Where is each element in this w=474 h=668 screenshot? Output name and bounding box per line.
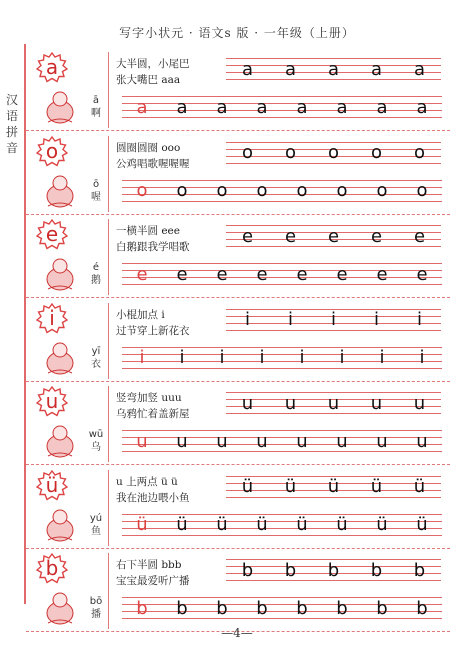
practice-letter: i	[287, 309, 293, 330]
pinyin-text: yī	[91, 345, 101, 357]
practice-letter: a	[136, 96, 148, 118]
badge-letter: i	[49, 305, 55, 330]
lower-writing-lines	[122, 96, 442, 118]
rhyme	[116, 307, 236, 339]
practice-letter: b	[284, 559, 297, 581]
practice-letter: ü	[216, 514, 228, 535]
practice-letter: ü	[376, 514, 388, 535]
practice-letter: o	[296, 180, 308, 201]
practice-letter: ü	[256, 514, 268, 535]
practice-letter: b	[413, 559, 426, 581]
rhyme	[116, 223, 236, 255]
practice-letter: o	[284, 142, 296, 163]
pinyin-label	[84, 261, 108, 287]
rhyme-line: 张大嘴巴 aaa	[116, 74, 181, 86]
letter-row	[26, 299, 450, 382]
hanzi-text: 鱼	[91, 525, 101, 537]
illustration	[40, 172, 80, 210]
row-divider	[108, 470, 109, 546]
side-tab-char: 语	[5, 109, 18, 123]
rhyme-line: 乌鸦忙着盖新屋	[116, 408, 190, 420]
pinyin-label	[84, 512, 108, 538]
practice-letter: i	[419, 347, 425, 368]
practice-letter: e	[416, 263, 428, 285]
pinyin-text: bō	[89, 596, 103, 607]
practice-letter: o	[370, 142, 382, 163]
practice-letter: b	[370, 559, 383, 581]
practice-letter: a	[176, 96, 188, 118]
lower-writing-lines	[122, 514, 442, 536]
hanzi-text: 衣	[91, 358, 101, 370]
upper-writing-lines	[226, 309, 441, 331]
practice-letter: o	[416, 180, 428, 201]
flower-badge-icon	[36, 470, 68, 502]
practice-letter: u	[241, 392, 254, 414]
practice-letter: i	[416, 309, 422, 330]
practice-letter: ü	[327, 476, 340, 497]
practice-letter: o	[376, 180, 388, 201]
rhyme-line: 过节穿上新花衣	[116, 324, 190, 337]
practice-letter: a	[327, 58, 340, 80]
hanzi-text: 乌	[91, 442, 101, 453]
rhyme-line: 一横半圆 eee	[116, 225, 180, 237]
row-divider	[108, 553, 109, 629]
pinyin-label	[84, 428, 108, 454]
practice-letter: u	[284, 392, 297, 414]
illustration	[40, 506, 80, 544]
letter-row	[26, 549, 450, 632]
practice-letter: b	[216, 597, 228, 619]
practice-letter: a	[296, 96, 308, 118]
practice-letter: a	[216, 96, 228, 118]
practice-letter: e	[176, 263, 188, 285]
rhyme-line: 白鹅跟我学唱歌	[116, 241, 190, 253]
practice-letter: b	[176, 597, 188, 619]
badge-letter: a	[45, 55, 59, 79]
practice-letter: i	[330, 309, 336, 330]
flower-badge-icon	[36, 553, 68, 585]
practice-letter: u	[413, 392, 426, 414]
practice-letter: e	[136, 263, 148, 285]
practice-letter: b	[136, 597, 148, 619]
practice-letter: i	[299, 347, 305, 368]
pinyin-text: yú	[89, 512, 103, 524]
practice-letter: ü	[413, 476, 426, 497]
practice-letter: e	[284, 225, 297, 247]
lower-writing-lines	[122, 180, 442, 202]
practice-letter: i	[179, 347, 185, 368]
practice-letter: u	[256, 430, 268, 452]
practice-letter: b	[241, 559, 254, 581]
practice-letter: b	[327, 559, 340, 581]
lower-writing-lines	[122, 347, 442, 369]
practice-letter: b	[336, 597, 348, 619]
practice-letter: a	[370, 58, 383, 80]
practice-letter: o	[176, 180, 188, 201]
practice-letter: u	[336, 430, 348, 452]
practice-letter: e	[370, 225, 383, 247]
side-tab-char: 拼	[5, 125, 18, 139]
page-number: —4—	[221, 626, 253, 640]
practice-letter: e	[413, 225, 426, 247]
letter-row	[26, 382, 450, 465]
practice-letter: i	[219, 347, 225, 368]
flower-badge-icon	[36, 136, 68, 168]
rhyme	[116, 390, 236, 422]
upper-writing-lines	[226, 225, 441, 247]
letter-row	[26, 215, 450, 298]
letter-row	[26, 466, 450, 549]
practice-letter: u	[176, 430, 188, 452]
practice-letter: o	[413, 142, 425, 163]
practice-letter: ü	[136, 514, 148, 535]
practice-letter: ü	[416, 514, 428, 535]
rhyme-line: 竖弯加竖 uuu	[116, 392, 182, 404]
side-tab	[2, 92, 22, 156]
practice-letter: e	[327, 225, 340, 247]
practice-letter: u	[416, 430, 428, 452]
rhyme	[116, 557, 236, 589]
rhyme-line: 圆圈圆圈 ooo	[116, 141, 181, 154]
rhyme-line: 右下半圆 bbb	[116, 559, 182, 571]
practice-letter: a	[416, 96, 428, 118]
rhyme-line: 宝宝最爱听广播	[116, 575, 190, 587]
upper-writing-lines	[226, 559, 441, 581]
practice-letter: ü	[336, 514, 348, 535]
practice-letter: a	[336, 96, 348, 118]
hanzi-text: 喔	[91, 191, 101, 203]
badge-letter: b	[45, 556, 59, 580]
practice-letter: e	[256, 263, 268, 285]
practice-letter: u	[327, 392, 340, 414]
badge-letter: ü	[45, 472, 59, 497]
illustration	[40, 255, 80, 293]
practice-letter: ü	[370, 476, 383, 497]
practice-letter: ü	[241, 476, 254, 497]
practice-letter: b	[296, 597, 308, 619]
practice-letter: o	[136, 180, 148, 201]
hanzi-text: 播	[91, 609, 101, 620]
practice-letter: o	[256, 180, 268, 201]
practice-letter: a	[284, 58, 297, 80]
pinyin-label	[84, 595, 108, 621]
rhyme-line: 公鸡唱歌喔喔喔	[116, 157, 190, 170]
row-divider	[108, 136, 109, 212]
flower-badge-icon	[36, 303, 68, 335]
upper-writing-lines	[226, 58, 441, 80]
practice-letter: u	[296, 430, 308, 452]
upper-writing-lines	[226, 392, 441, 414]
practice-letter: u	[136, 430, 148, 452]
practice-letter: ü	[296, 514, 308, 535]
illustration	[40, 589, 80, 627]
letter-row	[26, 132, 450, 215]
lower-writing-lines	[122, 263, 442, 285]
pinyin-text: ā	[92, 95, 100, 106]
practice-letter: a	[241, 58, 254, 80]
practice-letter: i	[259, 347, 265, 368]
hanzi-text: 啊	[91, 108, 101, 119]
practice-letter: u	[216, 430, 228, 452]
practice-letter: u	[370, 392, 383, 414]
pinyin-label	[84, 345, 108, 371]
side-tab-char: 音	[5, 141, 18, 155]
practice-letter: a	[413, 58, 426, 80]
practice-letter: e	[241, 225, 254, 247]
practice-letter: u	[376, 430, 388, 452]
practice-letter: i	[373, 309, 379, 330]
rhyme-line: 大半圆，小尾巴	[116, 58, 190, 70]
practice-letter: b	[376, 597, 388, 619]
practice-letter: a	[376, 96, 388, 118]
pinyin-text: é	[92, 262, 100, 273]
rhyme	[116, 474, 236, 506]
pinyin-label	[84, 94, 108, 120]
rhyme-line: u 上两点 ü ü	[116, 475, 178, 488]
practice-letter: e	[376, 263, 388, 285]
practice-letter: o	[327, 142, 339, 163]
rhyme	[116, 140, 236, 172]
hanzi-text: 鹅	[91, 275, 101, 286]
practice-letter: e	[296, 263, 308, 285]
flower-badge-icon	[36, 52, 68, 84]
badge-letter: u	[45, 389, 59, 413]
practice-letter: o	[216, 180, 228, 201]
practice-letter: b	[256, 597, 268, 619]
practice-letter: o	[241, 142, 253, 163]
rhyme-line: 小棍加点 i	[116, 308, 165, 321]
badge-letter: o	[45, 138, 59, 163]
upper-writing-lines	[226, 142, 441, 164]
practice-letter: i	[244, 309, 250, 330]
lower-writing-lines	[122, 597, 442, 619]
row-divider	[108, 303, 109, 379]
upper-writing-lines	[226, 476, 441, 498]
illustration	[40, 422, 80, 460]
illustration	[40, 88, 80, 126]
row-divider	[108, 219, 109, 295]
practice-letter: ü	[284, 476, 297, 497]
rhyme	[116, 56, 236, 88]
side-tab-char: 汉	[5, 93, 18, 107]
rhyme-line: 我在池边喂小鱼	[116, 491, 190, 504]
flower-badge-icon	[36, 386, 68, 418]
practice-letter: e	[216, 263, 228, 285]
practice-letter: e	[336, 263, 348, 285]
practice-letter: ü	[176, 514, 188, 535]
practice-letter: i	[379, 347, 385, 368]
pinyin-text: ō	[92, 178, 100, 190]
row-divider	[108, 52, 109, 128]
badge-letter: e	[45, 222, 59, 246]
page-header: 写字小状元 · 语文s 版 · 一年级（上册）	[119, 26, 355, 40]
pinyin-label	[84, 178, 108, 204]
practice-letter: b	[416, 597, 428, 619]
flower-badge-icon	[36, 219, 68, 251]
letter-row	[26, 48, 450, 131]
practice-letter: o	[336, 180, 348, 201]
pinyin-text: wū	[88, 429, 104, 440]
row-divider	[108, 386, 109, 462]
practice-letter: a	[256, 96, 268, 118]
practice-letter: i	[139, 347, 145, 368]
lower-writing-lines	[122, 430, 442, 452]
practice-letter: i	[339, 347, 345, 368]
illustration	[40, 339, 80, 377]
